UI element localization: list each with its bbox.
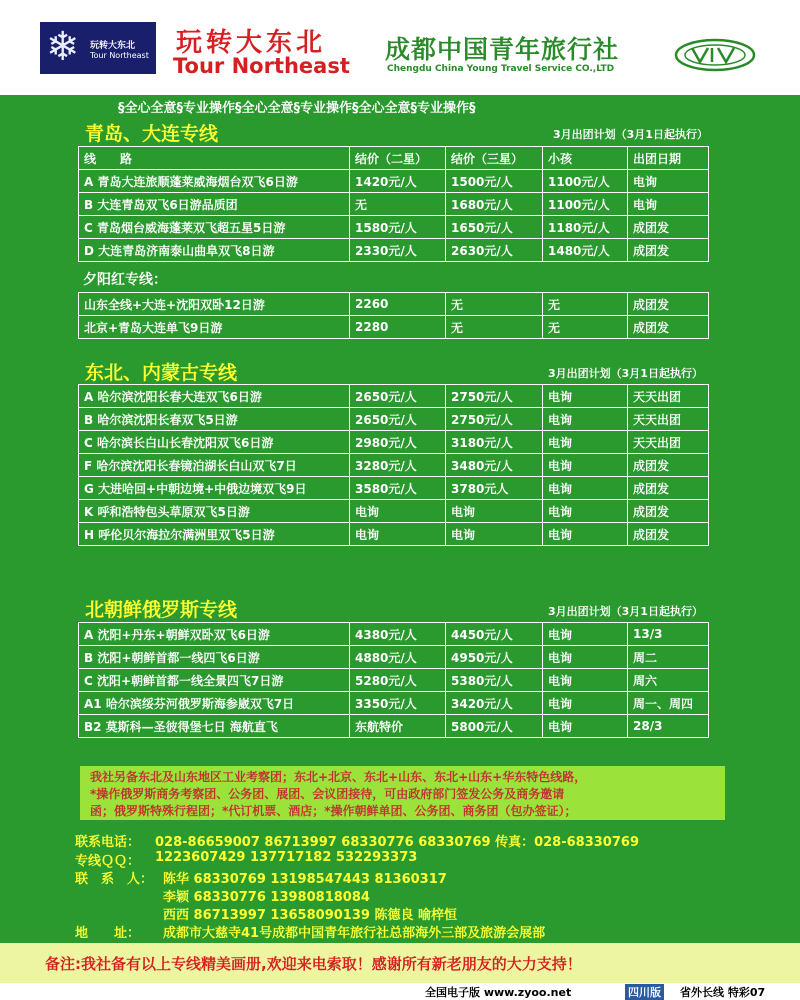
departure-cell: 成团发 bbox=[628, 293, 709, 316]
child-price-cell: 电询 bbox=[543, 623, 628, 646]
table-row bbox=[79, 193, 709, 216]
departure-cell: 电询 bbox=[628, 170, 709, 193]
route-name: F 哈尔滨沈阳长春镜泊湖长白山双飞7日 bbox=[79, 454, 350, 477]
tour-northeast-logo bbox=[40, 22, 156, 74]
price-cell: 2650元/人 bbox=[350, 385, 446, 408]
route-name: C 哈尔滨长白山长春沈阳双飞6日游 bbox=[79, 431, 350, 454]
contact-person: 陈华 68330769 13198547443 81360317 bbox=[163, 872, 447, 887]
contact-person-label: 联 系 人： bbox=[75, 872, 154, 887]
contact-qq-value: 1223607429 137717182 532293373 bbox=[155, 850, 418, 865]
motto-banner: §全心全意§专业操作§全心全意§专业操作§全心全意§专业操作§ bbox=[118, 101, 476, 116]
contact-person: 李颖 68330776 13980818084 bbox=[163, 890, 370, 905]
price-cell: 1420元/人 bbox=[350, 170, 446, 193]
price-cell: 5280元/人 bbox=[350, 669, 446, 692]
departure-cell: 成团发 bbox=[628, 239, 709, 262]
price-cell: 2650元/人 bbox=[350, 408, 446, 431]
notice-line: *操作俄罗斯商务考察团、公务团、展团、会议团接待，可由政府部门签发公务及商务邀请 bbox=[90, 787, 565, 801]
table-row bbox=[79, 216, 709, 239]
child-price-cell: 电询 bbox=[543, 669, 628, 692]
price-cell: 3180元/人 bbox=[446, 431, 543, 454]
child-price-cell: 电询 bbox=[543, 523, 628, 546]
snowflake-icon: ❄ bbox=[46, 24, 80, 70]
notice-line: 我社另备东北及山东地区工业考察团；东北+北京、东北+山东、东北+山东+华东特色线路， bbox=[90, 770, 587, 784]
price-cell: 2280 bbox=[350, 316, 446, 339]
price-cell: 1500元/人 bbox=[446, 170, 543, 193]
header-cell: 结价（三星） bbox=[446, 147, 543, 170]
route-name: B 沈阳+朝鲜首都一线四飞6日游 bbox=[79, 646, 350, 669]
departure-cell: 电询 bbox=[628, 193, 709, 216]
edition-label: 全国电子版 www.zyoo.net bbox=[425, 986, 572, 999]
child-price-cell: 无 bbox=[543, 293, 628, 316]
table-row bbox=[79, 239, 709, 262]
route-name: 山东全线+大连+沈阳双卧12日游 bbox=[79, 293, 350, 316]
route-name: D 大连青岛济南泰山曲阜双飞8日游 bbox=[79, 239, 350, 262]
price-cell: 3280元/人 bbox=[350, 454, 446, 477]
child-price-cell: 1480元/人 bbox=[543, 239, 628, 262]
logo-text-en: Tour Northeast bbox=[90, 51, 149, 60]
price-cell: 5800元/人 bbox=[446, 715, 543, 738]
price-cell: 4450元/人 bbox=[446, 623, 543, 646]
route-name: G 大进哈回+中朝边境+中俄边境双飞9日 bbox=[79, 477, 350, 500]
contact-person: 西西 86713997 13658090139 陈德良 喻梓恒 bbox=[163, 908, 457, 923]
agency-name-en: Chengdu China Young Travel Service CO.,LTD bbox=[387, 64, 615, 74]
price-cell: 无 bbox=[350, 193, 446, 216]
table-row bbox=[79, 316, 709, 339]
table-row bbox=[79, 500, 709, 523]
departure-cell: 周一、周四 bbox=[628, 692, 709, 715]
child-price-cell: 电询 bbox=[543, 385, 628, 408]
table-row bbox=[79, 385, 709, 408]
route-table-northeast bbox=[78, 384, 709, 546]
footer-note: 备注:我社备有以上专线精美画册,欢迎来电索取！感谢所有新老朋友的大力支持！ bbox=[45, 955, 582, 973]
route-name: C 沈阳+朝鲜首都一线全景四飞7日游 bbox=[79, 669, 350, 692]
contact-qq-label: 专线ＱＱ： bbox=[75, 854, 141, 869]
price-cell: 2330元/人 bbox=[350, 239, 446, 262]
brand-title-cn: 玩转大东北 bbox=[176, 28, 327, 58]
section-title-north-korea-russia: 北朝鲜俄罗斯专线 bbox=[85, 599, 238, 621]
child-price-cell: 电询 bbox=[543, 692, 628, 715]
notice-line: 函；俄罗斯特殊行程团；*代订机票、酒店；*操作朝鲜单团、公务团、商务团（包办签证）； bbox=[90, 804, 577, 818]
departure-cell: 成团发 bbox=[628, 316, 709, 339]
table-row bbox=[79, 646, 709, 669]
header-cell: 线 路 bbox=[79, 147, 350, 170]
table-row bbox=[79, 477, 709, 500]
departure-cell: 天天出团 bbox=[628, 408, 709, 431]
route-name: A 哈尔滨沈阳长春大连双飞6日游 bbox=[79, 385, 350, 408]
price-cell: 3420元/人 bbox=[446, 692, 543, 715]
route-name: A1 哈尔滨绥芬河俄罗斯海参崴双飞7日 bbox=[79, 692, 350, 715]
sunset-red-subheading: 夕阳红专线： bbox=[83, 272, 167, 288]
header-cell: 出团日期 bbox=[628, 147, 709, 170]
table-row bbox=[79, 715, 709, 738]
route-name: H 呼伦贝尔海拉尔满洲里双飞5日游 bbox=[79, 523, 350, 546]
contact-address-label: 地 址： bbox=[75, 926, 141, 941]
page-label: 省外长线 特彩07 bbox=[680, 986, 766, 999]
route-table-qingdao-dalian bbox=[78, 146, 709, 262]
price-cell: 1580元/人 bbox=[350, 216, 446, 239]
agency-emblem-icon bbox=[674, 38, 756, 72]
table-row bbox=[79, 170, 709, 193]
child-price-cell: 电询 bbox=[543, 431, 628, 454]
table-row bbox=[79, 669, 709, 692]
departure-cell: 周二 bbox=[628, 646, 709, 669]
route-name: K 呼和浩特包头草原双飞5日游 bbox=[79, 500, 350, 523]
departure-cell: 13/3 bbox=[628, 623, 709, 646]
plan-note: 3月出团计划（3月1日起执行） bbox=[548, 367, 703, 380]
header-cell: 结价（二星） bbox=[350, 147, 446, 170]
main-panel bbox=[0, 95, 800, 1000]
price-cell: 电询 bbox=[350, 523, 446, 546]
price-cell: 2750元/人 bbox=[446, 385, 543, 408]
route-name: A 青岛大连旅顺蓬莱威海烟台双飞6日游 bbox=[79, 170, 350, 193]
price-cell: 1650元/人 bbox=[446, 216, 543, 239]
price-cell: 电询 bbox=[350, 500, 446, 523]
plan-note: 3月出团计划（3月1日起执行） bbox=[548, 605, 703, 618]
table-row bbox=[79, 454, 709, 477]
price-cell: 4950元/人 bbox=[446, 646, 543, 669]
agency-name-cn: 成都中国青年旅行社 bbox=[385, 35, 620, 64]
route-name: A 沈阳+丹东+朝鲜双卧双飞6日游 bbox=[79, 623, 350, 646]
departure-cell: 28/3 bbox=[628, 715, 709, 738]
table-row bbox=[79, 623, 709, 646]
price-cell: 2630元/人 bbox=[446, 239, 543, 262]
price-cell: 2980元/人 bbox=[350, 431, 446, 454]
child-price-cell: 电询 bbox=[543, 477, 628, 500]
child-price-cell: 电询 bbox=[543, 454, 628, 477]
price-cell: 3780元人 bbox=[446, 477, 543, 500]
route-table-sunset-red bbox=[78, 292, 709, 339]
child-price-cell: 电询 bbox=[543, 408, 628, 431]
price-cell: 电询 bbox=[446, 523, 543, 546]
price-cell: 3480元/人 bbox=[446, 454, 543, 477]
header bbox=[0, 0, 800, 95]
departure-cell: 成团发 bbox=[628, 500, 709, 523]
edition-bar bbox=[0, 983, 800, 1000]
price-cell: 4380元/人 bbox=[350, 623, 446, 646]
contact-phone-label: 联系电话： bbox=[75, 835, 141, 850]
child-price-cell: 1100元/人 bbox=[543, 170, 628, 193]
table-row bbox=[79, 523, 709, 546]
brand-title-en: Tour Northeast bbox=[173, 54, 350, 78]
price-cell: 东航特价 bbox=[350, 715, 446, 738]
departure-cell: 天天出团 bbox=[628, 431, 709, 454]
price-cell: 无 bbox=[446, 293, 543, 316]
departure-cell: 成团发 bbox=[628, 454, 709, 477]
price-cell: 1680元/人 bbox=[446, 193, 543, 216]
departure-cell: 周六 bbox=[628, 669, 709, 692]
table-row bbox=[79, 293, 709, 316]
child-price-cell: 1100元/人 bbox=[543, 193, 628, 216]
table-header-row bbox=[79, 147, 709, 170]
route-name: C 青岛烟台威海蓬莱双飞超五星5日游 bbox=[79, 216, 350, 239]
price-cell: 2750元/人 bbox=[446, 408, 543, 431]
section-title-qingdao-dalian: 青岛、大连专线 bbox=[85, 123, 219, 145]
route-name: B 大连青岛双飞6日游品质团 bbox=[79, 193, 350, 216]
departure-cell: 成团发 bbox=[628, 523, 709, 546]
child-price-cell: 无 bbox=[543, 316, 628, 339]
route-name: B2 莫斯科—圣彼得堡七日 海航直飞 bbox=[79, 715, 350, 738]
table-row bbox=[79, 692, 709, 715]
child-price-cell: 1180元/人 bbox=[543, 216, 628, 239]
contact-phone-value: 028-86659007 86713997 68330776 68330769 传真：028-68330769 bbox=[155, 835, 639, 850]
route-table-north-korea-russia bbox=[78, 622, 709, 738]
price-cell: 4880元/人 bbox=[350, 646, 446, 669]
logo-text-cn: 玩转大东北 bbox=[90, 41, 136, 51]
price-cell: 5380元/人 bbox=[446, 669, 543, 692]
notice-box bbox=[80, 766, 725, 820]
route-name: 北京+青岛大连单飞9日游 bbox=[79, 316, 350, 339]
departure-cell: 成团发 bbox=[628, 477, 709, 500]
edition-badge: 四川版 bbox=[625, 984, 664, 1000]
price-cell: 2260 bbox=[350, 293, 446, 316]
departure-cell: 天天出团 bbox=[628, 385, 709, 408]
price-cell: 3350元/人 bbox=[350, 692, 446, 715]
price-cell: 电询 bbox=[446, 500, 543, 523]
child-price-cell: 电询 bbox=[543, 715, 628, 738]
footer-note-bar bbox=[0, 943, 800, 983]
departure-cell: 成团发 bbox=[628, 216, 709, 239]
child-price-cell: 电询 bbox=[543, 646, 628, 669]
table-row bbox=[79, 431, 709, 454]
contact-address: 成都市大慈寺41号成都中国青年旅行社总部海外三部及旅游会展部 bbox=[163, 926, 546, 941]
price-cell: 3580元/人 bbox=[350, 477, 446, 500]
table-row bbox=[79, 408, 709, 431]
child-price-cell: 电询 bbox=[543, 500, 628, 523]
plan-note: 3月出团计划（3月1日起执行） bbox=[553, 128, 708, 141]
route-name: B 哈尔滨沈阳长春双飞5日游 bbox=[79, 408, 350, 431]
price-cell: 无 bbox=[446, 316, 543, 339]
section-title-northeast-inner-mongolia: 东北、内蒙古专线 bbox=[85, 362, 238, 384]
header-cell: 小孩 bbox=[543, 147, 628, 170]
